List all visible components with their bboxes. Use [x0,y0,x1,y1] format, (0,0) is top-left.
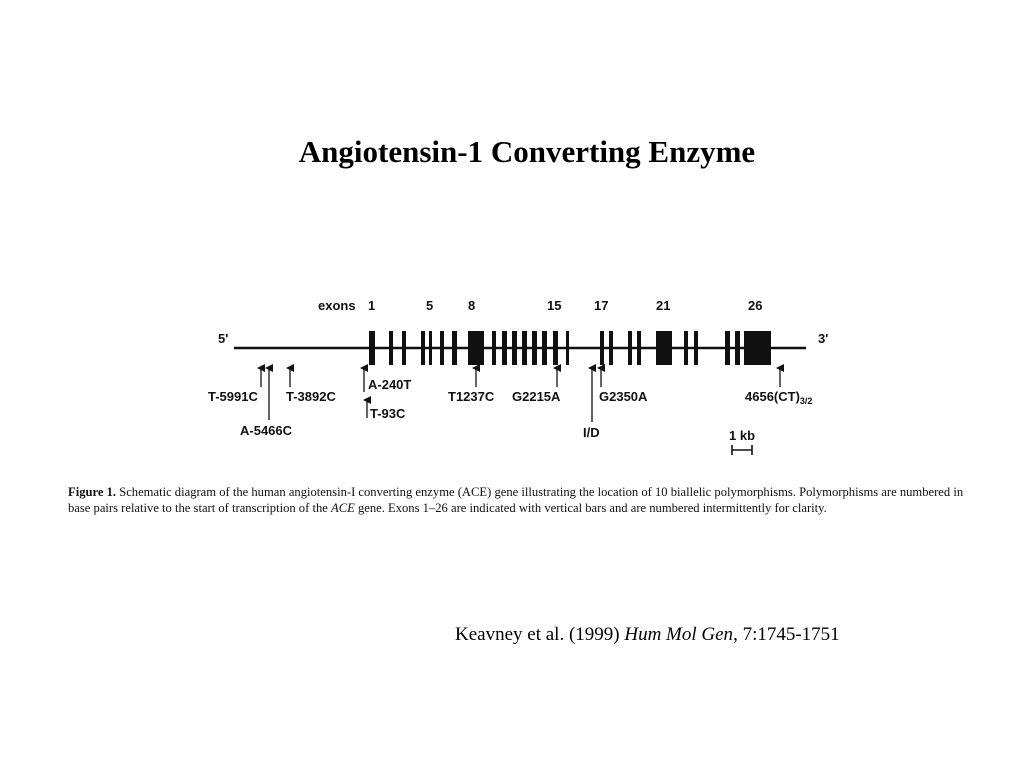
polymorphism-t93c: T-93C [370,406,406,421]
exon-bar [502,331,507,365]
polymorphism-a5466c: A-5466C [240,423,293,438]
polymorphism-g2350a: G2350A [599,389,648,404]
scale-bar [732,445,752,455]
exon-number-8: 8 [468,298,476,313]
exon-bar [553,331,558,365]
polymorphism-4656ct-subscript: 3/2 [799,396,813,406]
scale-bar-label: 1 kb [729,428,756,443]
three-prime-label: 3' [818,331,829,346]
citation-authors: Keavney et al. (1999) [455,624,620,645]
polymorphism-4656ct [745,389,812,406]
exons-label: exons [318,298,356,313]
exon-bar [522,331,527,365]
exon-bar [389,331,393,365]
polymorphism-4656ct-main: 4656(CT) [745,389,800,404]
exon-number-1: 1 [368,298,376,313]
exon-bar [725,331,730,365]
citation-journal: Hum Mol Gen [624,624,734,645]
exon-number-5: 5 [426,298,434,313]
exon-bar [609,331,613,365]
caption-gene-name: ACE [331,501,355,515]
caption-text-b: gene. Exons 1–26 are indicated with vertical bars and are numbered intermittently for clarity. [357,501,827,515]
exon-bar [492,331,496,365]
exon-bar [684,331,688,365]
exon-bar [452,331,457,365]
exon-bar [637,331,641,365]
caption-label: Figure 1. [68,485,117,499]
exon-number-15: 15 [547,298,562,313]
polymorphism-a240t: A-240T [368,377,412,392]
exon-bar [421,331,425,365]
figure-caption [68,484,968,516]
exon-bar [369,331,375,365]
exon-bar [512,331,517,365]
polymorphism-id: I/D [583,425,600,440]
exon-bar [542,331,547,365]
exon-bar [628,331,632,365]
exon-number-17: 17 [594,298,609,313]
exon-bar [440,331,444,365]
exon-bar [735,331,740,365]
slide-title: Angiotensin-1 Converting Enzyme [298,134,756,169]
exon-bar [600,331,604,365]
exon-bar [402,331,406,365]
exon-bar [468,331,484,365]
exon-bar [744,331,771,365]
exon-number-21: 21 [656,298,671,313]
polymorphism-t1237c: T1237C [448,389,495,404]
caption-text-a: Schematic diagram of the human angiotensin-I converting enzyme (ACE) gene illustrating the location of 10 biallelic polymorphisms. Polymorphisms are numbered in base pairs relative to the start of transcription of the [68,485,964,515]
exon-bar [429,331,432,365]
polymorphism-g2215a: G2215A [512,389,561,404]
exon-bar [532,331,537,365]
exon-bar [656,331,672,365]
five-prime-label: 5' [218,331,229,346]
citation-volume: , 7:1745-1751 [733,624,840,645]
exon-number-26: 26 [748,298,763,313]
exon-bar [694,331,698,365]
polymorphism-t5991c: T-5991C [208,389,258,404]
citation [455,624,840,646]
exon-bar [566,331,569,365]
polymorphism-t3892c: T-3892C [286,389,336,404]
